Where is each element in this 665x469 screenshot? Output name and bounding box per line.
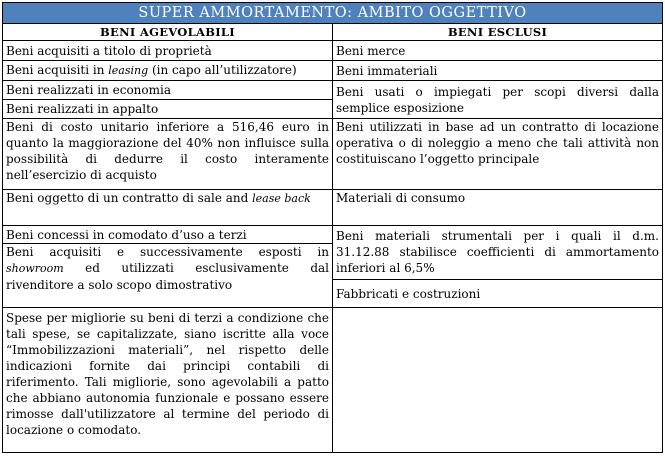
excluded-item: Beni immateriali: [333, 61, 663, 81]
text-segment: Beni acquisiti in: [6, 63, 109, 77]
text-segment-italic: lease back: [252, 192, 311, 205]
excluded-item: Beni utilizzati in base ad un contratto di locazione operativa o di noleggio a meno che tali attività non costituiscano l’oggetto principale: [333, 119, 663, 190]
eligible-item: Beni concessi in comodato d’uso a terzi: [3, 226, 333, 244]
eligible-item: Beni acquisiti a titolo di proprietà: [3, 41, 333, 61]
summary-table: [2, 2, 663, 453]
eligible-item: [3, 190, 333, 226]
text-segment: ed utilizzati esclusivamente dal rivenditore a solo scopo dimostrativo: [6, 261, 329, 292]
excluded-item-empty: [333, 308, 663, 453]
table-title: SUPER AMMORTAMENTO: AMBITO OGGETTIVO: [3, 3, 663, 24]
text-segment: Beni acquisiti e successivamente esposti in: [6, 245, 329, 259]
excluded-item: Beni usati o impiegati per scopi diversi dalla semplice esposizione: [333, 81, 663, 119]
column-header-excluded: BENI ESCLUSI: [333, 24, 663, 41]
excluded-item: Materiali di consumo: [333, 190, 663, 226]
eligible-item: Spese per migliorie su beni di terzi a condizione che tali spese, se capitalizzate, siano iscritte alla voce “Immobilizzazioni materiali”, nel rispetto delle indicazioni fornite dai principi contabili di riferimento. Tali migliorie, sono agevolabili a patto che abbiano autonomia funzionale e possano essere rimosse dall'utilizzatore al termine del periodo di locazione o comodato.: [3, 308, 333, 453]
text-segment: Beni oggetto di un contratto di sale and: [6, 191, 253, 205]
text-segment-italic: showroom: [6, 262, 64, 275]
eligible-item: Beni di costo unitario inferiore a 516,46 euro in quanto la maggiorazione del 40% non influisce sulla possibilità di dedurre il costo interamente nell’esercizio di acquisto: [3, 119, 333, 190]
eligible-item: Beni realizzati in economia: [3, 81, 333, 100]
excluded-item: Fabbricati e costruzioni: [333, 280, 663, 308]
eligible-item: Beni realizzati in appalto: [3, 100, 333, 119]
column-header-eligible: BENI AGEVOLABILI: [3, 24, 333, 41]
eligible-item: [3, 61, 333, 81]
text-segment: (in capo all’utilizzatore): [148, 63, 297, 77]
text-segment-italic: leasing: [108, 64, 149, 77]
excluded-item: Beni merce: [333, 41, 663, 61]
eligible-item: [3, 244, 333, 308]
excluded-item: Beni materiali strumentali per i quali il d.m. 31.12.88 stabilisce coefficienti di ammortamento inferiori al 6,5%: [333, 226, 663, 280]
